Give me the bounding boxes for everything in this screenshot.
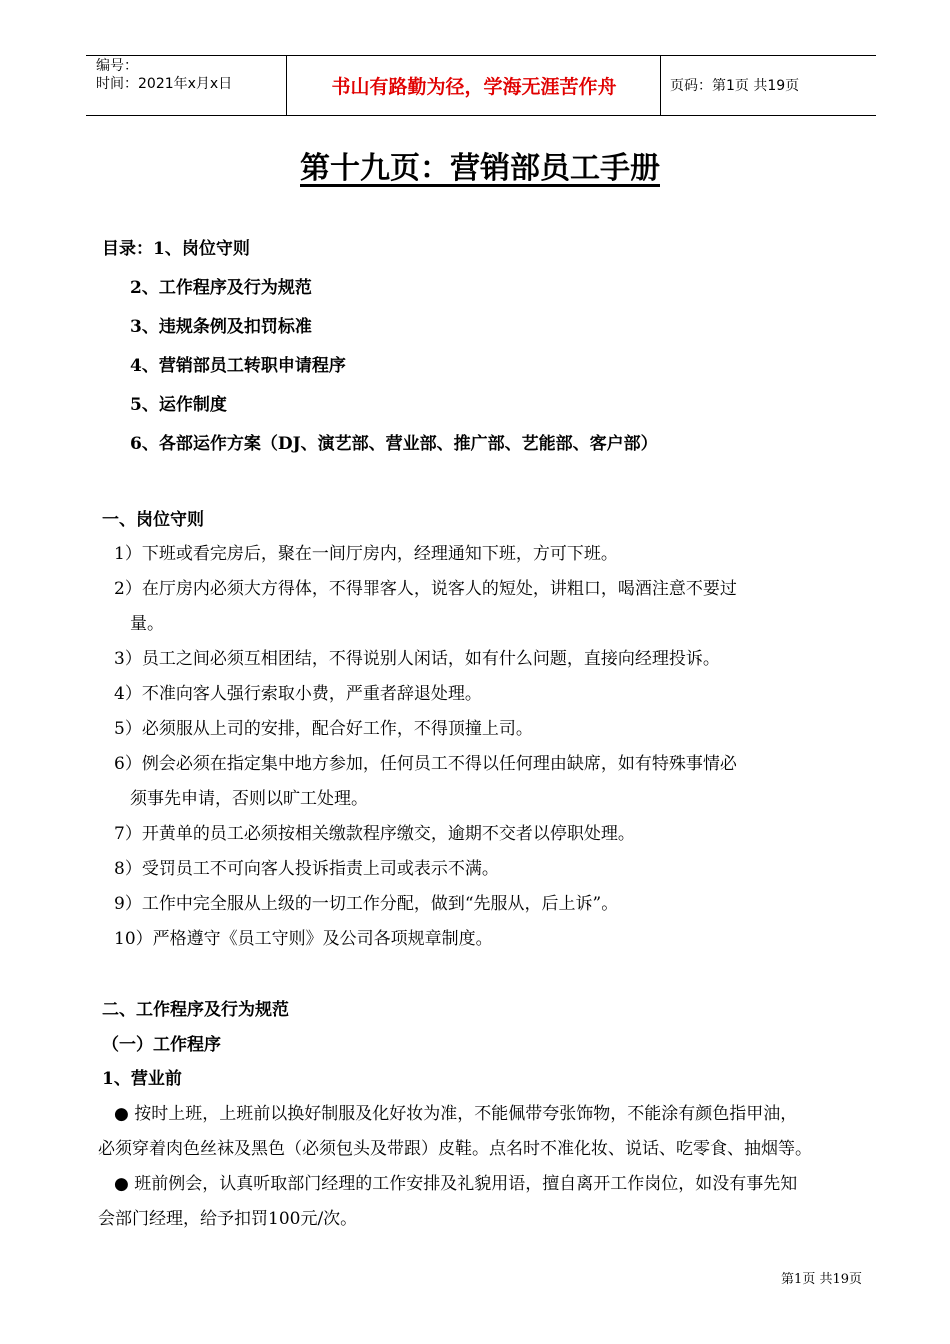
bullet-paragraph-line: ● 按时上班，上班前以换好制服及化好妆为准，不能佩带夸张饰物，不能涂有颜色指甲油， bbox=[114, 1104, 798, 1124]
document-title: 第十九页：营销部员工手册 bbox=[300, 151, 660, 186]
rule-line: 2）在厅房内必须大方得体，不得罪客人，说客人的短处，讲粗口，喝酒注意不要过 bbox=[114, 579, 737, 599]
header-number-label: 编号： bbox=[96, 58, 138, 74]
header-divider-right bbox=[660, 55, 661, 115]
header-page-info: 页码：第1页 共19页 bbox=[670, 78, 800, 94]
rule-line: 8）受罚员工不可向客人投诉指责上司或表示不满。 bbox=[114, 859, 499, 879]
header-bottom-rule bbox=[86, 115, 876, 116]
header-top-rule bbox=[86, 55, 876, 56]
toc-item: 2、工作程序及行为规范 bbox=[130, 278, 312, 298]
rule-line: 5）必须服从上司的安排，配合好工作，不得顶撞上司。 bbox=[114, 719, 533, 739]
section-heading: 一、岗位守则 bbox=[102, 510, 204, 530]
section-heading: 二、工作程序及行为规范 bbox=[102, 1000, 289, 1020]
toc-item: 3、违规条例及扣罚标准 bbox=[130, 317, 312, 337]
bullet-paragraph-line: 会部门经理，给予扣罚100元/次。 bbox=[98, 1209, 358, 1229]
header-divider-left bbox=[286, 55, 287, 115]
subsection-heading: 1、营业前 bbox=[102, 1069, 182, 1089]
bullet-paragraph-line: ● 班前例会，认真听取部门经理的工作安排及礼貌用语，擅自离开工作岗位，如没有事先知 bbox=[114, 1174, 798, 1194]
rule-line: 9）工作中完全服从上级的一切工作分配，做到“先服从，后上诉”。 bbox=[114, 894, 619, 914]
rule-line: 3）员工之间必须互相团结，不得说别人闲话，如有什么问题，直接向经理投诉。 bbox=[114, 649, 720, 669]
toc-item: 5、运作制度 bbox=[130, 395, 227, 415]
header-motto: 书山有路勤为径，学海无涯苦作舟 bbox=[331, 76, 617, 98]
header-meta bbox=[96, 57, 232, 93]
rule-line: 须事先申请，否则以旷工处理。 bbox=[130, 789, 368, 809]
rule-line: 4）不准向客人强行索取小费，严重者辞退处理。 bbox=[114, 684, 482, 704]
bullet-paragraph-line: 必须穿着肉色丝袜及黑色（必须包头及带跟）皮鞋。点名时不准化妆、说话、吃零食、抽烟等。 bbox=[98, 1139, 812, 1159]
toc-item: 4、营销部员工转职申请程序 bbox=[130, 356, 346, 376]
header-time-label: 时间：2021年x月x日 bbox=[96, 76, 233, 92]
rule-line: 1）下班或看完房后，聚在一间厅房内，经理通知下班，方可下班。 bbox=[114, 544, 618, 564]
rule-line: 量。 bbox=[130, 614, 164, 634]
rule-line: 7）开黄单的员工必须按相关缴款程序缴交，逾期不交者以停职处理。 bbox=[114, 824, 635, 844]
subsection-heading: （一）工作程序 bbox=[102, 1035, 221, 1055]
toc-lead: 目录：1、岗位守则 bbox=[102, 239, 250, 259]
rule-line: 6）例会必须在指定集中地方参加，任何员工不得以任何理由缺席，如有特殊事情必 bbox=[114, 754, 737, 774]
toc-item: 6、各部运作方案（DJ、演艺部、营业部、推广部、艺能部、客户部） bbox=[130, 434, 658, 454]
page-footer: 第1页 共19页 bbox=[781, 1272, 862, 1287]
rule-line: 10）严格遵守《员工守则》及公司各项规章制度。 bbox=[114, 929, 493, 949]
